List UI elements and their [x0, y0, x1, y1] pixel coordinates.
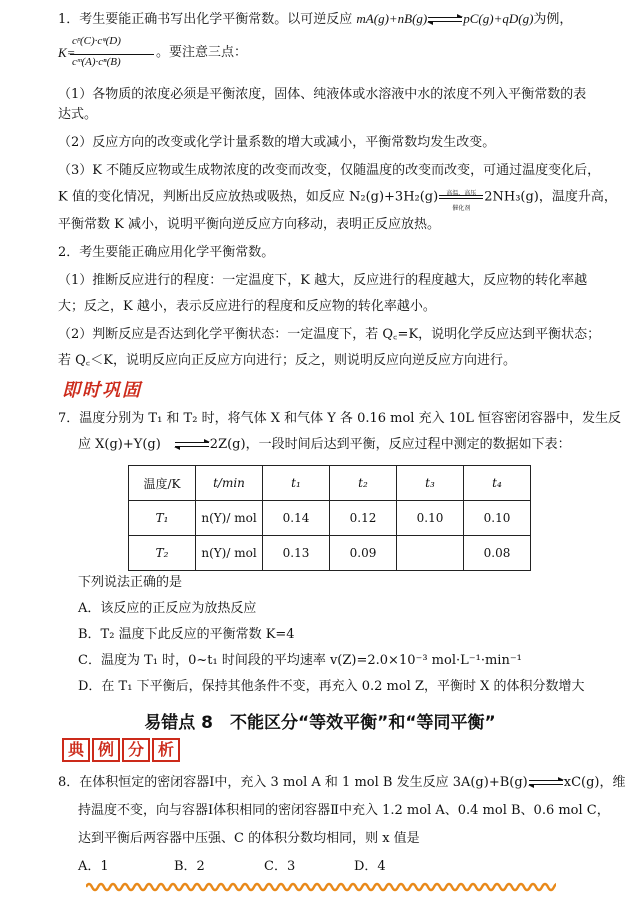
q8-line2: 持温度不变，向与容器Ⅰ体积相同的密闭容器Ⅱ中充入 1.2 mol A、0.4 mol B、0.6 mol C， — [78, 803, 610, 818]
table-header-cell: t₄ — [464, 466, 531, 501]
equilibrium-constant-formula — [58, 34, 154, 74]
text: 2Z(g)，一段时间后达到平衡，反应过程中测定的数据如下表： — [209, 437, 571, 452]
table-header-cell: t/min — [196, 466, 263, 501]
formula-numerator: cᵖ(C)·cᵠ(D) — [72, 35, 121, 47]
consolidate-badge: 即时巩固 — [62, 380, 142, 401]
text: xC(g)，维 — [563, 775, 626, 790]
section2-point1-line1: （1）推断反应进行的程度：一定温度下，K 越大，反应进行的程度越大，反应物的转化率越 — [58, 273, 588, 288]
table-cell — [397, 536, 464, 571]
point1-line1: （1）各物质的浓度必须是平衡浓度，固体、纯液体或水溶液中水的浓度不列入平衡常数的表 — [58, 87, 587, 102]
formula-denominator: cᵐ(A)·cⁿ(B) — [72, 56, 121, 68]
equilibrium-arrow-icon — [428, 15, 462, 25]
q7-option-c: C．温度为 T₁ 时，0~t₁ 时间段的平均速率 v(Z)=2.0×10⁻³ mol·L⁻¹·min⁻¹ — [78, 653, 522, 668]
table-cell: 0.13 — [263, 536, 330, 571]
text: K 值的变化情况，判断出反应放热或吸热，如反应 N₂(g)+3H₂(g) — [58, 189, 439, 205]
table-cell: T₂ — [129, 536, 196, 571]
section2-title: 2．考生要能正确应用化学平衡常数。 — [58, 245, 275, 260]
point2: （2）反应方向的改变或化学计量系数的增大或减小，平衡常数均发生改变。 — [58, 135, 496, 150]
q7-line1: 7．温度分别为 T₁ 和 T₂ 时，将气体 X 和气体 Y 各 0.16 mol 充入 10L 恒容密闭容器中，发生反 — [58, 411, 622, 426]
equilibrium-arrow-icon — [175, 440, 209, 450]
table-cell: 0.10 — [464, 501, 531, 536]
wavy-divider — [86, 880, 556, 894]
section2-point2-line1: （2）判断反应是否达到化学平衡状态：一定温度下，若 Q꜀=K，说明化学反应达到平衡状态； — [58, 327, 601, 342]
text: 1．考生要能正确书写出化学平衡常数。以可逆反应 — [58, 12, 357, 27]
q8-option-d: D．4 — [354, 859, 386, 874]
badge-char: 典 — [62, 738, 90, 762]
q7-option-a: A．该反应的正反应为放热反应 — [78, 601, 257, 616]
section2-point2-line2: 若 Q꜀＜K，说明反应向正反应方向进行；反之，则说明反应向逆反应方向进行。 — [58, 353, 517, 368]
badge-char: 例 — [92, 738, 120, 762]
q7-data-table — [128, 465, 531, 571]
text: 8．在体积恒定的密闭容器Ⅰ中，充入 3 mol A 和 1 mol B 发生反应 3A(g)+B(g) — [58, 775, 528, 790]
badge-char: 分 — [122, 738, 150, 762]
table-header-cell: t₃ — [397, 466, 464, 501]
table-cell: 0.14 — [263, 501, 330, 536]
formula-tail: 。要注意三点： — [156, 45, 248, 60]
condition-top: 高温、高压 — [446, 190, 477, 197]
text: 应 X(g)+Y(g) — [78, 437, 161, 452]
table-row — [129, 501, 531, 536]
table-header-cell: t₁ — [263, 466, 330, 501]
table-header-cell: 温度/K — [129, 466, 196, 501]
q7-prompt: 下列说法正确的是 — [78, 575, 183, 590]
section2-point1-line2: 大；反之，K 越小，表示反应进行的程度和反应物的转化率越小。 — [58, 299, 436, 314]
text: 2NH₃(g)，温度升高， — [484, 189, 617, 205]
q8-option-a: A．1 — [78, 859, 109, 874]
table-cell: 0.09 — [330, 536, 397, 571]
q7-option-b: B．T₂ 温度下此反应的平衡常数 K=4 — [78, 627, 295, 642]
q8-options — [78, 858, 386, 876]
condition-bottom: 催化剂 — [452, 205, 471, 212]
reaction-condition-arrow-icon — [438, 186, 484, 212]
point3-line1: （3）K 不随反应物或生成物浓度的改变而改变，仅随温度的改变而改变，可通过温度变化后， — [58, 163, 601, 178]
point3-line2 — [58, 186, 617, 212]
text: 为例， — [533, 12, 573, 27]
q8-line1 — [58, 774, 626, 792]
table-header-row — [129, 466, 531, 501]
fraction-bar — [70, 54, 154, 55]
equation-right: pC(g)+qD(g) — [463, 11, 534, 26]
point1-line2: 达式。 — [58, 107, 98, 122]
formula-k: K= — [58, 45, 76, 60]
equation-left: mA(g)+nB(g) — [356, 11, 428, 26]
q8-line3: 达到平衡后两容器中压强、C 的体积分数均相同，则 x 值是 — [78, 831, 420, 846]
table-cell: n(Y)/ mol — [196, 536, 263, 571]
q7-line2 — [78, 436, 571, 454]
q8-option-b: B．2 — [174, 859, 205, 874]
table-cell: T₁ — [129, 501, 196, 536]
table-row — [129, 536, 531, 571]
table-cell: 0.12 — [330, 501, 397, 536]
point3-line3: 平衡常数 K 减小，说明平衡向逆反应方向移动，表明正反应放热。 — [58, 217, 440, 232]
section-heading: 易错点 8 不能区分“等效平衡”和“等同平衡” — [144, 713, 496, 733]
section1-line1 — [58, 10, 572, 29]
table-cell: 0.10 — [397, 501, 464, 536]
equilibrium-arrow-icon — [529, 778, 563, 788]
table-header-cell: t₂ — [330, 466, 397, 501]
q7-option-d: D．在 T₁ 下平衡后，保持其他条件不变，再充入 0.2 mol Z，平衡时 X 的体积分数增大 — [78, 679, 585, 694]
q8-option-c: C．3 — [264, 859, 296, 874]
badge-char: 析 — [152, 738, 180, 762]
table-cell: 0.08 — [464, 536, 531, 571]
table-cell: n(Y)/ mol — [196, 501, 263, 536]
